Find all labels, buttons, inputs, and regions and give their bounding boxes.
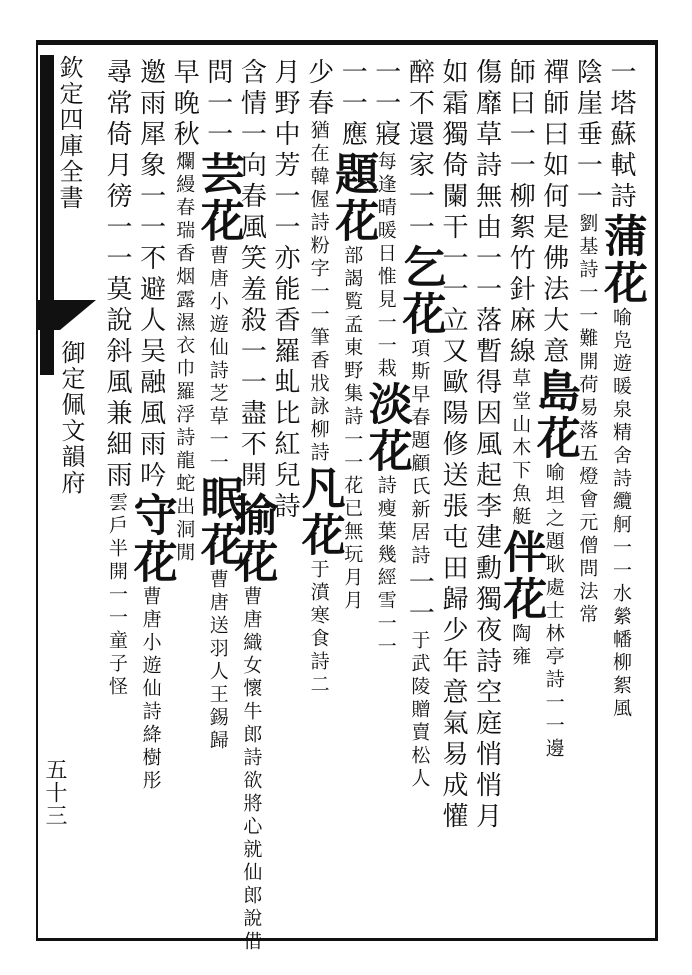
citation-text: 于武陵贈賣松人 xyxy=(408,630,431,791)
body-text: 一一應 xyxy=(337,58,368,151)
work-title: 御定佩文韻府 xyxy=(57,340,85,496)
frame-bottom-border xyxy=(36,938,658,941)
citation-text: 猶在韓偓詩粉字一一筆香戕詠柳詩 xyxy=(307,120,330,465)
frame-top-border xyxy=(36,40,658,45)
body-text: 如霜獨倚闌干一一立又歐陽修送張屯田歸少年意氣易成懽 xyxy=(438,58,468,833)
headword: 守花 xyxy=(125,492,177,586)
headword: 凡花 xyxy=(293,465,345,559)
frame-left-border xyxy=(36,40,38,941)
citation-text: 曹唐小遊仙詩絳樹彤 xyxy=(139,586,162,793)
citation-text: 羅浮詩龍蛇出洞閒 xyxy=(173,381,196,565)
body-text: 一塔蘇軾詩 xyxy=(606,58,636,213)
text-column xyxy=(596,58,647,928)
body-text: 禪師曰如何是佛法大意 xyxy=(538,58,569,368)
body-text: 含情一向春風笑羞殺一一盡不開 xyxy=(236,58,267,492)
text-column xyxy=(436,58,470,928)
text-column xyxy=(100,58,134,928)
body-text: 邀雨犀象一一不避人吴融風雨吟 xyxy=(135,58,166,492)
citation-text: 于濆寒食詩二 xyxy=(307,559,330,697)
body-text: 醉不還家一一 xyxy=(404,58,435,244)
text-column xyxy=(528,58,580,928)
citation-text: 曹唐小遊仙詩芝草一一 xyxy=(206,245,229,475)
headword: 芸花 xyxy=(192,151,244,245)
body-text: 傷靡草詩無由一一落暫得因風起李建勳獨夜詩空庭悄悄月 xyxy=(471,58,502,833)
body-text: 月野中芳一一亦能香羅虬比紅兒詩 xyxy=(270,58,300,523)
body-text: 尋常倚月徬一一莫說斜風兼細雨 xyxy=(102,58,132,492)
headword: 島花 xyxy=(528,368,580,462)
frame-right-border xyxy=(655,40,658,941)
body-text: 早晚秋 xyxy=(169,58,200,151)
citation-text: 劉基詩一一難開荷易落五燈會元僧問法常 xyxy=(576,213,599,627)
page-number: 五十三 xyxy=(42,758,67,827)
body-text: 少春 xyxy=(303,58,334,120)
headword: 乞花 xyxy=(394,244,446,338)
citation-text: 曹唐送羽人王錫歸 xyxy=(206,569,229,753)
text-column xyxy=(293,58,345,928)
body-text: 師曰一一柳絮竹針麻線 xyxy=(505,58,536,368)
citation-text: 爛縵春瑞香烟露濕衣巾 xyxy=(173,151,196,381)
citation-text: 喻坦之題耿處士林亭詩一一邊 xyxy=(542,462,565,761)
body-text: 一一 xyxy=(404,568,435,630)
citation-text: 陶雍 xyxy=(509,623,532,669)
text-column xyxy=(125,58,177,928)
headword: 伴花 xyxy=(495,529,547,623)
citation-text: 項斯早春題顧氏新居詩 xyxy=(408,338,431,568)
body-text: 一一寢 xyxy=(370,58,401,151)
body-text: 陰崖垂一一 xyxy=(572,58,603,213)
fish-tail-mark xyxy=(36,300,96,330)
text-column xyxy=(470,58,504,928)
text-column xyxy=(570,58,604,928)
headword: 揄花 xyxy=(226,492,278,586)
body-text: 問一一 xyxy=(202,58,233,151)
citation-text: 每逢晴暖日惟見一一栽 xyxy=(374,151,397,381)
citation-text: 曹唐織女懷牛郎詩欲將心就仙郎說借 xyxy=(240,586,263,954)
citation-text: 部謁覧孟東野集詩一一花已無玩月月 xyxy=(341,245,364,613)
text-column xyxy=(192,58,244,928)
headword: 蒲花 xyxy=(596,213,647,307)
headword: 題花 xyxy=(327,151,379,245)
text-column xyxy=(495,58,547,928)
headword: 眠花 xyxy=(192,475,244,569)
citation-text: 詩瘦葉幾經雪一一 xyxy=(374,475,397,659)
citation-text: 雲戶半開一一童子怪 xyxy=(106,492,128,699)
headword: 淡花 xyxy=(360,381,412,475)
citation-text: 喻凫遊暖泉精舍詩纜舸一一水縈幡柳絮風 xyxy=(610,307,632,721)
edge-title: 欽定四庫全書 xyxy=(55,55,83,211)
citation-text: 草堂山木下魚艇 xyxy=(509,368,532,529)
text-column xyxy=(394,58,446,928)
